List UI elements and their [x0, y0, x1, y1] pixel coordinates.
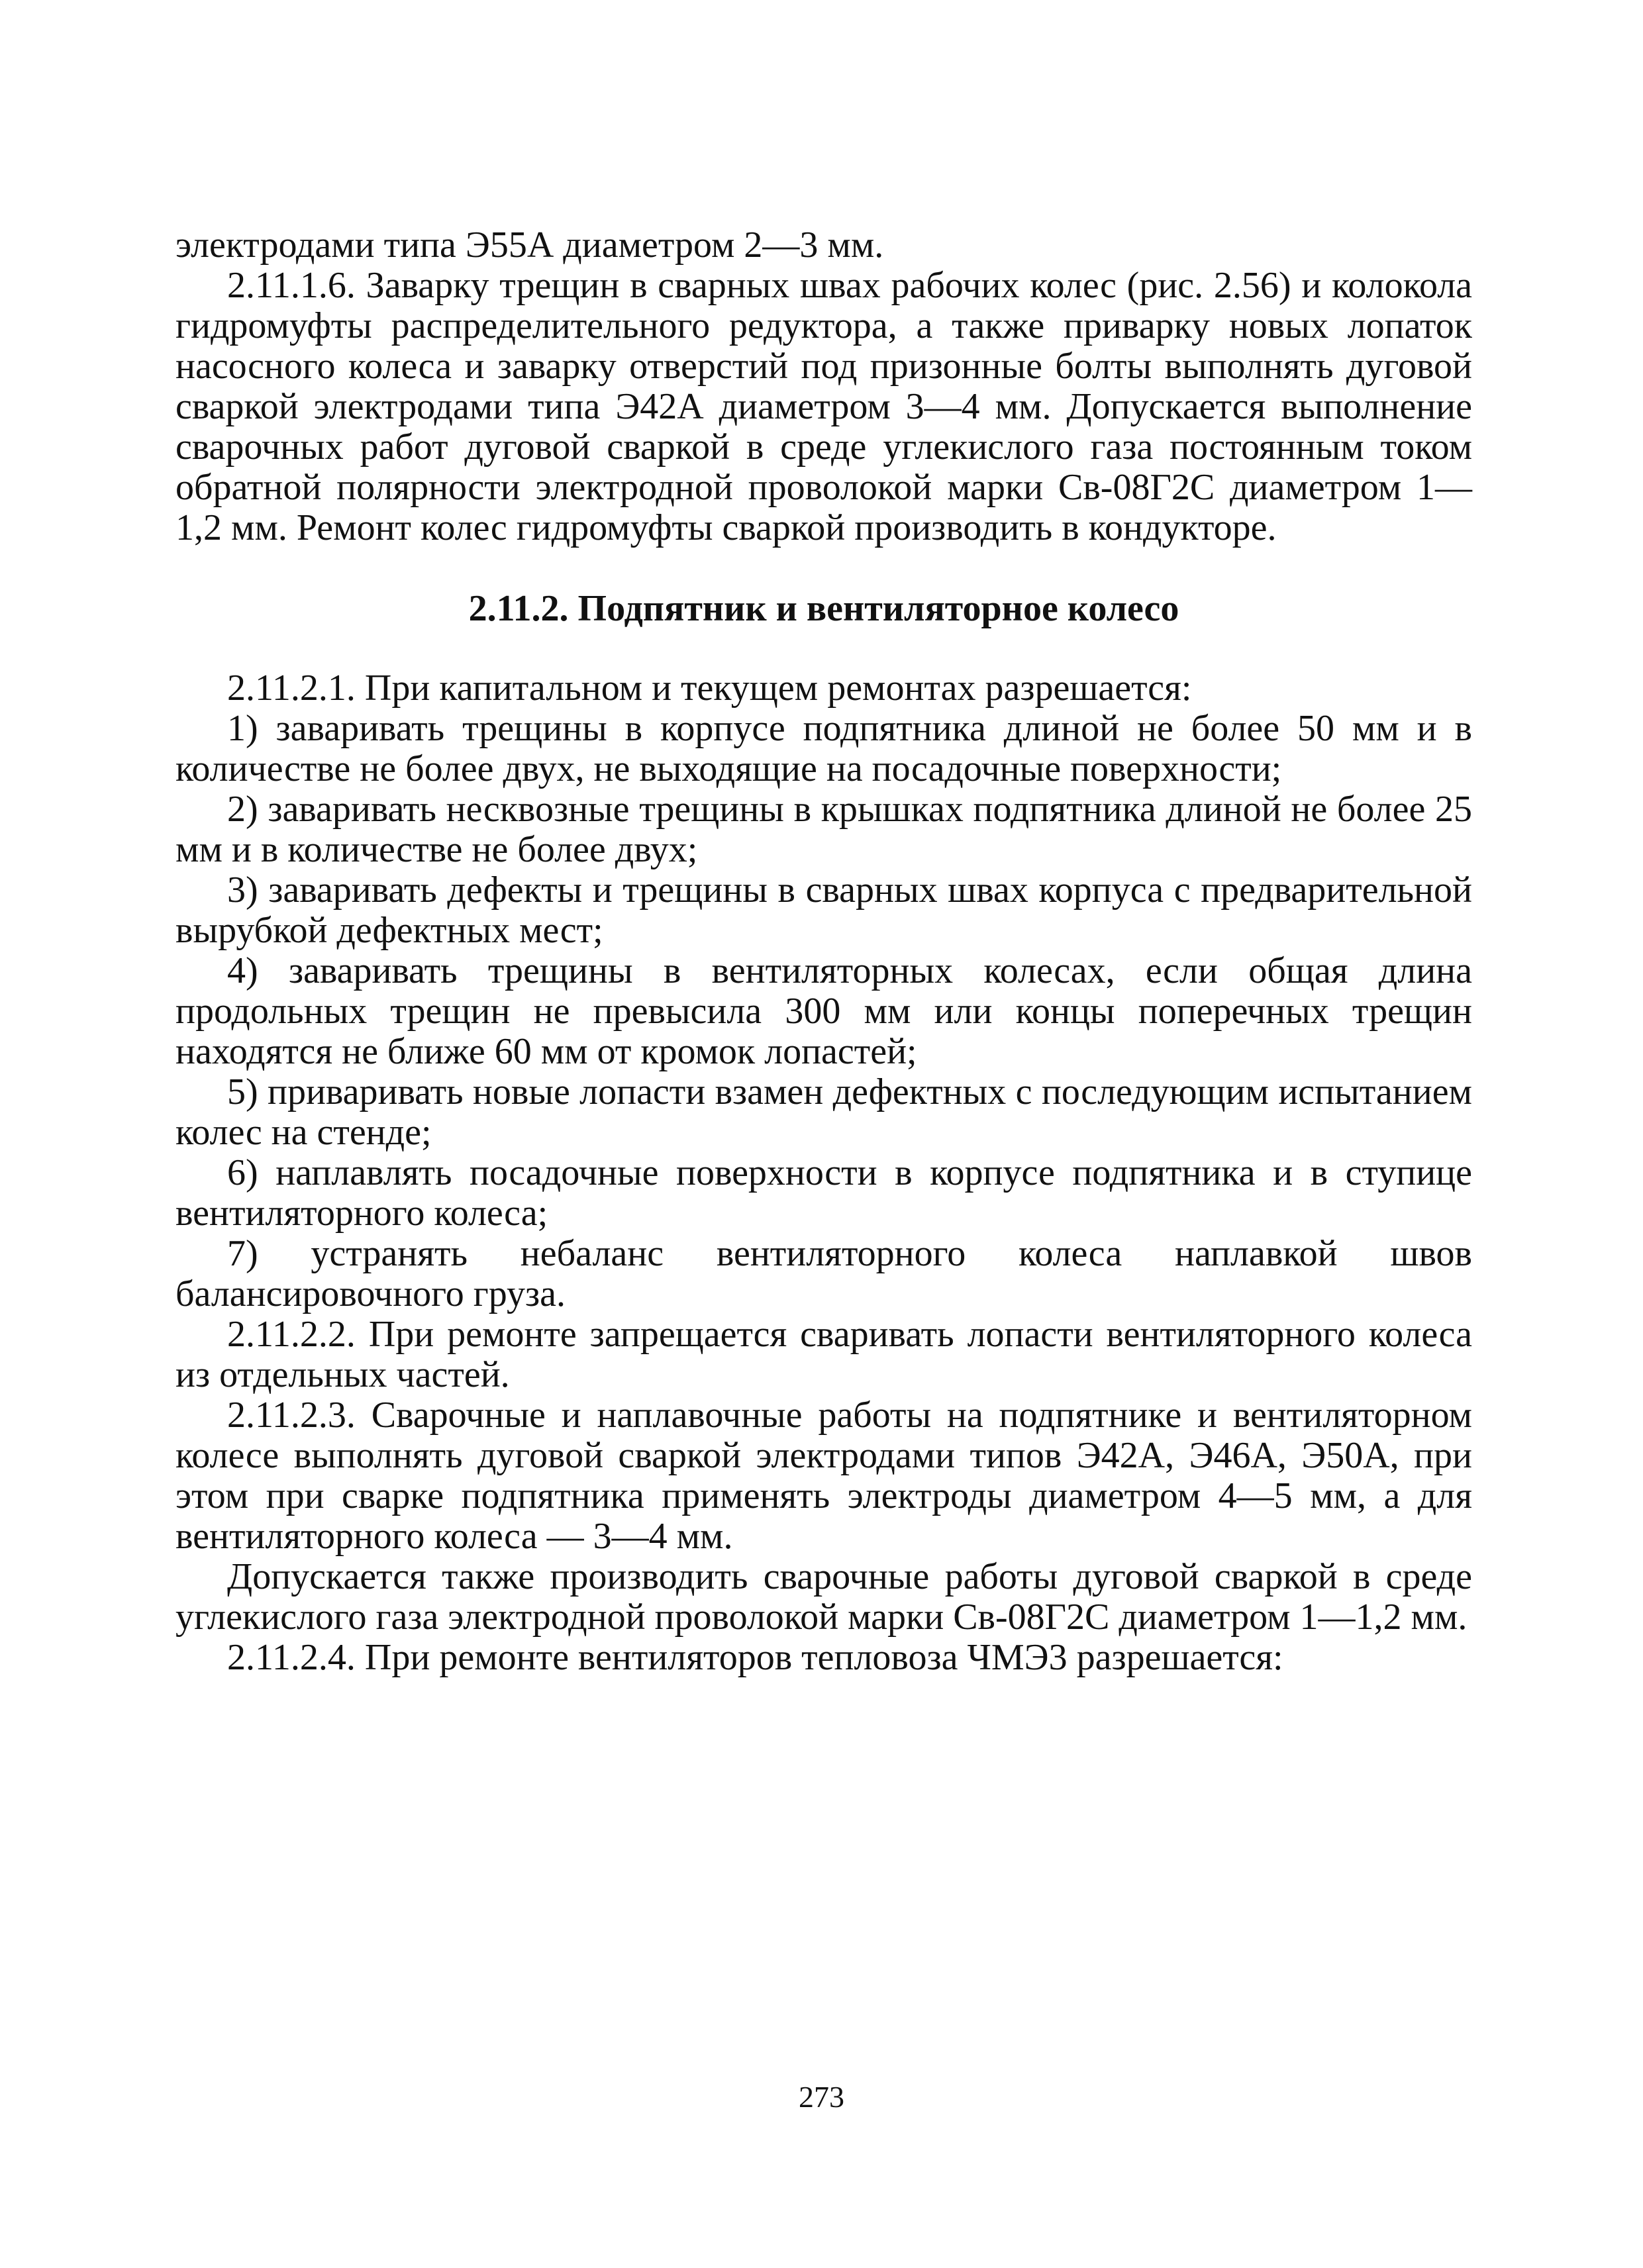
list-item-4: 4) заваривать трещины в вентиляторных колесах, если общая длина продольных трещин не превысила 300 мм или концы поперечных трещин находятся не ближе 60 мм от кромок лопастей; [175, 950, 1472, 1072]
paragraph-2-11-2-4: 2.11.2.4. При ремонте вентиляторов тепловоза ЧМЭ3 разрешается: [227, 1637, 1283, 1678]
list-item-6: 6) наплавлять посадочные поверхности в корпусе подпятника и в ступице вентиляторного колеса; [175, 1152, 1472, 1234]
page-number: 273 [799, 2080, 844, 2114]
paragraph-2-11-2-3: 2.11.2.3. Сварочные и наплавочные работы на подпятнике и вентиляторном колесе выполнять дуговой сваркой электродами типов Э42А, Э46А, Э50А, при этом при сварке подпятника применять электроды диаметром 4—5 мм, а для вентиляторного колеса — 3—4 мм. [175, 1395, 1472, 1557]
list-item-3: 3) заваривать дефекты и трещины в сварных швах корпуса с предварительной вырубкой дефектных мест; [175, 869, 1472, 951]
document-page [175, 225, 1472, 1678]
section-heading: 2.11.2. Подпятник и вентиляторное колесо [468, 588, 1179, 629]
paragraph-allowed-also: Допускается также производить сварочные работы дуговой сваркой в среде углекислого газа электродной проволокой марки Св-08Г2С диаметром 1—1,2 мм. [175, 1556, 1472, 1638]
paragraph-continuation: электродами типа Э55А диаметром 2—3 мм. [175, 224, 884, 266]
list-item-5: 5) приваривать новые лопасти взамен дефектных с последующим испытанием колес на стенде; [175, 1071, 1472, 1153]
paragraph-2-11-2-2: 2.11.2.2. При ремонте запрещается сваривать лопасти вентиляторного колеса из отдельных частей. [175, 1314, 1472, 1395]
list-item-7: 7) устранять небаланс вентиляторного колеса наплавкой швов балансировочного груза. [175, 1233, 1472, 1314]
paragraph-2-11-2-1: 2.11.2.1. При капитальном и текущем ремонтах разрешается: [227, 667, 1192, 709]
paragraph-2-11-1-6: 2.11.1.6. Заварку трещин в сварных швах рабочих колес (рис. 2.56) и колокола гидромуфты распределительного редуктора, а также приварку новых лопаток насосного колеса и заварку отверстий под призонные болты выполнять дуговой сваркой электродами типа Э42А диаметром 3—4 мм. Допускается выполнение сварочных работ дуговой сваркой в среде углекислого газа постоянным током обратной полярности электродной проволокой марки Св-08Г2С диаметром 1—1,2 мм. Ремонт колес гидромуфты сваркой производить в кондукторе. [175, 265, 1472, 548]
list-item-1: 1) заваривать трещины в корпусе подпятника длиной не более 50 мм и в количестве не более двух, не выходящие на посадочные поверхности; [175, 708, 1472, 789]
list-item-2: 2) заваривать несквозные трещины в крышках подпятника длиной не более 25 мм и в количестве не более двух; [175, 789, 1472, 870]
